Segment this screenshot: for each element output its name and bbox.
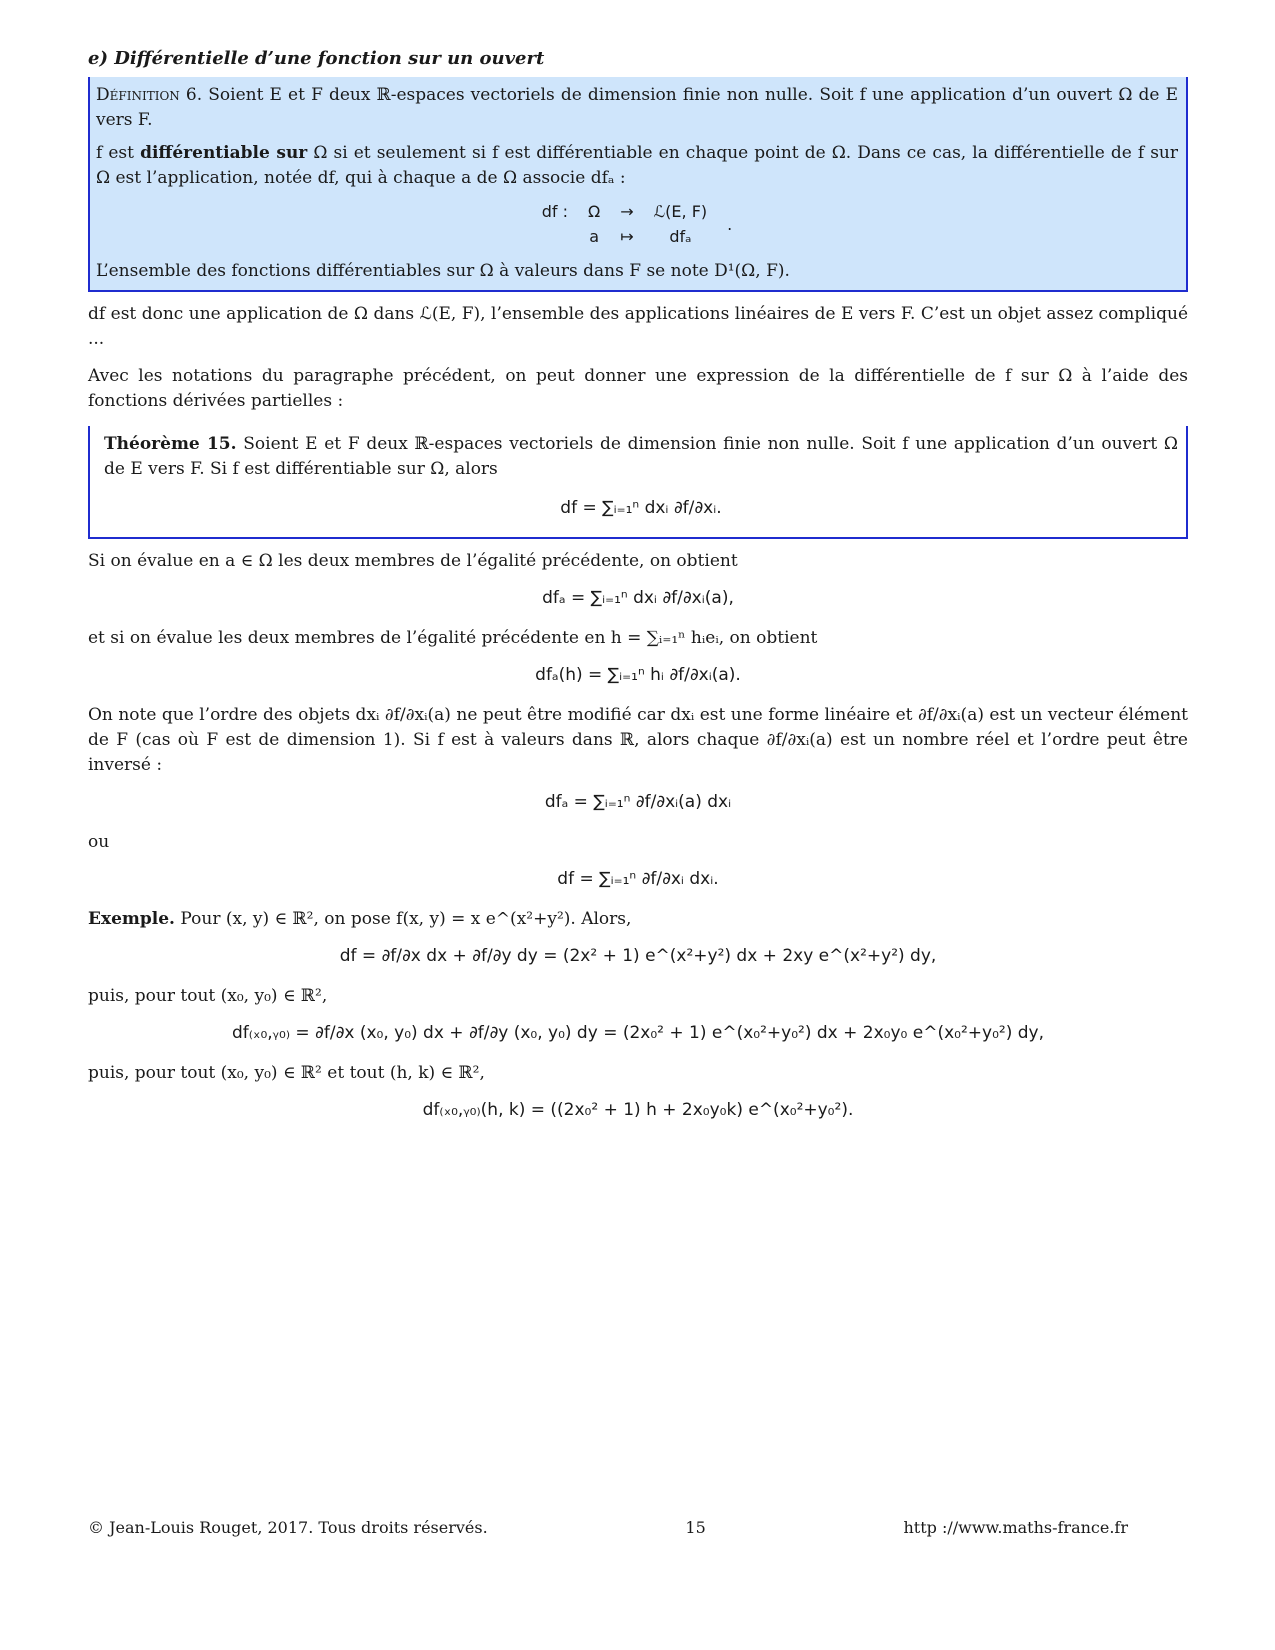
equation-3: dfₐ = ∑ᵢ₌₁ⁿ ∂f/∂xᵢ(a) dxᵢ (544, 792, 732, 812)
definition-p2-pre: f est (96, 143, 134, 163)
map-end: . (727, 214, 733, 234)
theorem-box (88, 426, 1188, 539)
definition-text-3: L’ensemble des fonctions différentiables sur Ω à valeurs dans F se note D¹(Ω, F). (96, 261, 790, 281)
footer-url-link[interactable]: http ://www.maths-france.fr (903, 1518, 1128, 1537)
paragraph-5: On note que l’ordre des objets dxᵢ ∂f/∂xᵢ(a) ne peut être modifié car dxᵢ est une forme linéaire et ∂f/∂xᵢ(a) est un vecteur élément de F (cas où F est de dimension 1). Si f est à valeurs dans ℝ, alors chaque ∂f/∂xᵢ(a) est un nombre réel et l’ordre peut être inversé : (88, 705, 1188, 775)
paragraph-4: et si on évalue les deux membres de l’égalité précédente en h = ∑ᵢ₌₁ⁿ hᵢeᵢ, on obtient (88, 628, 818, 648)
paragraph-7: puis, pour tout (x₀, y₀) ∈ ℝ² et tout (h, k) ∈ ℝ², (88, 1063, 485, 1083)
equation-1: dfₐ = ∑ᵢ₌₁ⁿ dxᵢ ∂f/∂xᵢ(a), (542, 588, 734, 608)
example-paragraph (88, 907, 1188, 932)
theorem-intro (104, 432, 1178, 482)
definition-p2-bold: différentiable sur (140, 143, 308, 163)
paragraph-1: df est donc une application de Ω dans ℒ(E, F), l’ensemble des applications linéaires de E vers F. C’est un objet assez compliqué ... (88, 304, 1188, 349)
equation-7: df₍ₓ₀,ᵧ₀₎(h, k) = ((2x₀² + 1) h + 2x₀y₀k) e^(x₀²+y₀²). (422, 1100, 854, 1120)
page-content (88, 48, 1188, 1138)
map-row2-arrow: ↦ (620, 227, 634, 246)
definition-box (88, 77, 1188, 292)
paragraph-3: Si on évalue en a ∈ Ω les deux membres de l’égalité précédente, on obtient (88, 551, 738, 571)
equation-2: dfₐ(h) = ∑ᵢ₌₁ⁿ hᵢ ∂f/∂xᵢ(a). (535, 665, 741, 685)
page-footer (88, 1518, 1128, 1537)
paragraph-2: Avec les notations du paragraphe précédent, on peut donner une expression de la différentielle de f sur Ω à l’aide des fonctions dérivées partielles : (88, 366, 1188, 411)
theorem-text: Soient E et F deux ℝ-espaces vectoriels de dimension finie non nulle. Soit f une application d’un ouvert Ω de E vers F. Si f est différentiable sur Ω, alors (104, 434, 1178, 479)
equation-5: df = ∂f/∂x dx + ∂f/∂y dy = (2x² + 1) e^(x²+y²) dx + 2xy e^(x²+y²) dy, (339, 946, 937, 966)
theorem-formula: df = ∑ᵢ₌₁ⁿ dxᵢ ∂f/∂xᵢ. (560, 498, 722, 518)
example-text: Pour (x, y) ∈ ℝ², on pose f(x, y) = x e^(x²+y²). Alors, (180, 909, 632, 929)
paragraph-6: puis, pour tout (x₀, y₀) ∈ ℝ², (88, 986, 328, 1006)
map-row2-to: dfₐ (669, 227, 692, 246)
definition-label: Définition 6. (96, 85, 203, 105)
definition-map (96, 199, 1178, 249)
map-row1-from: Ω (588, 202, 601, 221)
definition-text-2 (96, 141, 1178, 191)
example-label: Exemple. (88, 909, 175, 929)
map-name: df : (541, 202, 569, 221)
map-row2-from: a (589, 227, 600, 246)
definition-intro (96, 83, 1178, 133)
paragraph-ou: ou (88, 832, 110, 852)
map-row1-to: ℒ(E, F) (653, 202, 708, 221)
equation-6: df₍ₓ₀,ᵧ₀₎ = ∂f/∂x (x₀, y₀) dx + ∂f/∂y (x₀, y₀) dy = (2x₀² + 1) e^(x₀²+y₀²) dx + 2x₀y₀ e^(x₀²+y₀²) dy, (231, 1023, 1045, 1043)
map-row1-arrow: → (620, 202, 634, 221)
theorem-label: Théorème 15. (104, 434, 237, 454)
definition-p2-post: Ω si et seulement si f est différentiable en chaque point de Ω. Dans ce cas, la différentielle de f sur Ω est l’application, notée df, qui à chaque a de Ω associe dfₐ : (96, 143, 1179, 188)
equation-4: df = ∑ᵢ₌₁ⁿ ∂f/∂xᵢ dxᵢ. (557, 869, 719, 889)
footer-copyright: © Jean-Louis Rouget, 2017. Tous droits réservés. (88, 1518, 488, 1537)
section-heading: e) Différentielle d’une fonction sur un ouvert (88, 48, 545, 69)
footer-page-number: 15 (685, 1518, 706, 1537)
definition-text-1: Soient E et F deux ℝ-espaces vectoriels de dimension finie non nulle. Soit f une application d’un ouvert Ω de E vers F. (96, 85, 1179, 130)
